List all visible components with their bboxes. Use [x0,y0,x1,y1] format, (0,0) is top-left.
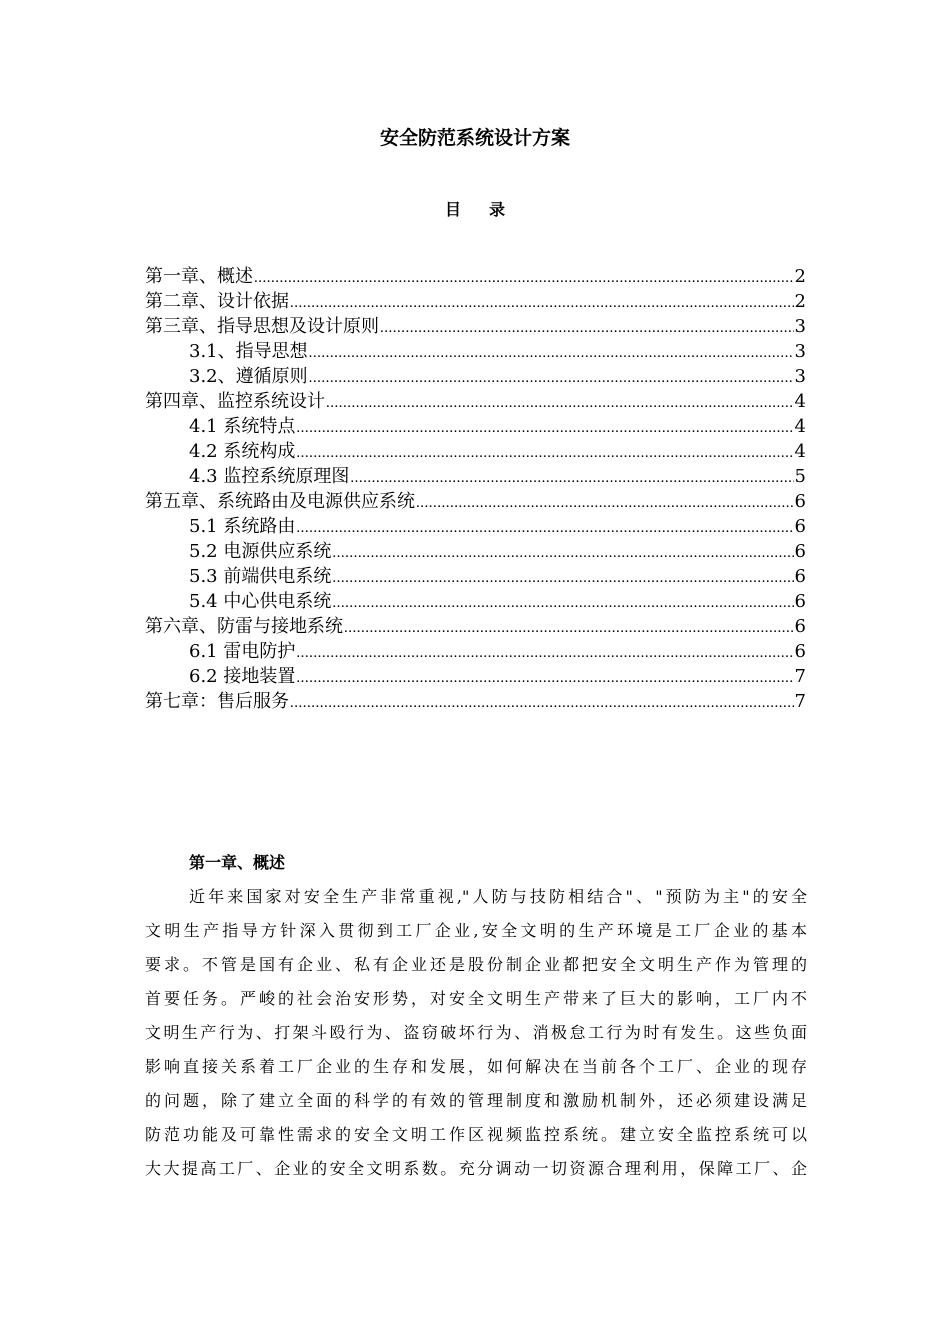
document-title: 安全防范系统设计方案 [379,127,570,149]
toc-entry[interactable] [145,614,806,639]
toc-entry-page: 6 [794,641,806,662]
toc-entry-label: 第七章：售后服务 [145,691,289,712]
toc-leader-dots [380,316,794,341]
body-line: 文明生产行为、打架斗殴行为、盗窃破坏行为、消极怠工行为时有发生。这些负面 [145,1023,807,1042]
toc-subentry[interactable] [145,514,806,539]
toc-entry-page: 6 [794,541,806,562]
toc-leader-dots [296,416,793,441]
toc-entry-label: 3.1、指导思想 [189,341,308,362]
body-line: 文明生产指导方针深入贯彻到工厂企业,安全文明的生产环境是工厂企业的基本 [145,921,807,940]
toc-entry-label: 第二章、设计依据 [145,291,289,312]
toc-entry-label: 第一章、概述 [145,266,253,287]
toc-leader-dots [254,266,794,291]
toc-leader-dots [296,641,793,666]
toc-entry[interactable] [145,389,806,414]
toc-leader-dots [309,341,794,366]
toc-entry-page: 7 [794,691,806,712]
toc-leader-dots [290,691,794,716]
toc-leader-dots [296,516,793,541]
toc-subentry[interactable] [145,339,806,364]
toc-subentry[interactable] [145,564,806,589]
toc-subentry[interactable] [145,589,806,614]
toc-leader-dots [296,441,793,466]
toc-subentry[interactable] [145,414,806,439]
toc-entry-page: 4 [794,391,806,412]
toc-entry-label: 5.1 系统路由 [189,516,296,537]
toc-leader-dots [332,566,793,591]
toc-heading: 目录 [444,200,533,219]
toc-entry-page: 4 [794,441,806,462]
toc-entry[interactable] [145,689,806,714]
toc-entry-page: 3 [794,341,806,362]
toc-leader-dots [344,616,794,641]
toc-entry-label: 4.2 系统构成 [189,441,296,462]
toc-entry-page: 7 [794,666,806,687]
toc-entry-page: 3 [794,316,806,337]
body-line: 防范功能及可靠性需求的安全文明工作区视频监控系统。建立安全监控系统可以 [145,1125,807,1144]
chapter-heading: 第一章、概述 [189,853,286,872]
toc-entry-label: 3.2、遵循原则 [189,366,308,387]
toc-leader-dots [332,591,793,616]
toc-subentry[interactable] [145,664,806,689]
toc-entry-label: 第五章、系统路由及电源供应系统 [145,491,415,512]
toc-subentry[interactable] [145,364,806,389]
toc-subentry[interactable] [145,464,806,489]
toc-entry-page: 3 [794,366,806,387]
toc-entry[interactable] [145,264,806,289]
toc-entry[interactable] [145,489,806,514]
toc-entry-page: 2 [794,291,806,312]
toc-entry-page: 6 [794,616,806,637]
body-line: 影响直接关系着工厂企业的生存和发展，如何解决在当前各个工厂、企业的现存 [145,1057,807,1076]
toc-entry-page: 6 [794,491,806,512]
toc-entry-page: 5 [794,466,806,487]
toc-entry-label: 第六章、防雷与接地系统 [145,616,343,637]
toc-leader-dots [290,291,794,316]
toc-entry-label: 6.2 接地装置 [189,666,296,687]
body-line: 大大提高工厂、企业的安全文明系数。充分调动一切资源合理利用，保障工厂、企 [145,1159,807,1178]
toc-leader-dots [309,366,794,391]
table-of-contents [145,264,806,714]
chapter-body [145,880,807,1186]
toc-leader-dots [296,666,793,691]
toc-entry-page: 6 [794,566,806,587]
toc-leader-dots [332,541,793,566]
toc-entry-page: 6 [794,591,806,612]
toc-entry-page: 2 [794,266,806,287]
toc-leader-dots [416,491,794,516]
toc-subentry[interactable] [145,639,806,664]
toc-entry-label: 4.1 系统特点 [189,416,296,437]
toc-entry-label: 5.2 电源供应系统 [189,541,332,562]
toc-entry-label: 5.4 中心供电系统 [189,591,332,612]
toc-entry[interactable] [145,314,806,339]
toc-entry-page: 6 [794,516,806,537]
toc-entry-page: 4 [794,416,806,437]
toc-entry[interactable] [145,289,806,314]
toc-entry-label: 5.3 前端供电系统 [189,566,332,587]
toc-leader-dots [350,466,793,491]
body-line: 要求。不管是国有企业、私有企业还是股份制企业都把安全文明生产作为管理的 [145,955,807,974]
toc-entry-label: 4.3 监控系统原理图 [189,466,350,487]
body-line: 近年来国家对安全生产非常重视,"人防与技防相结合"、"预防为主"的安全 [189,887,807,906]
body-line: 首要任务。严峻的社会治安形势，对安全文明生产带来了巨大的影响，工厂内不 [145,989,807,1008]
toc-subentry[interactable] [145,539,806,564]
toc-entry-label: 第四章、监控系统设计 [145,391,325,412]
toc-subentry[interactable] [145,439,806,464]
toc-leader-dots [326,391,794,416]
toc-entry-label: 6.1 雷电防护 [189,641,296,662]
body-line: 的问题，除了建立全面的科学的有效的管理制度和激励机制外，还必须建设满足 [145,1091,807,1110]
toc-entry-label: 第三章、指导思想及设计原则 [145,316,379,337]
